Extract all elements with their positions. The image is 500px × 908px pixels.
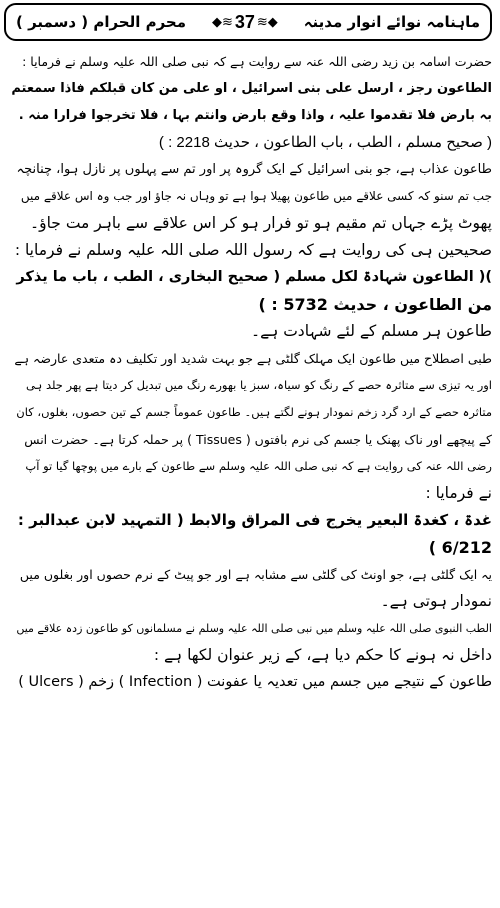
hadith-reference: ( صحیح مسلم ، الطب ، باب الطاعون ، حدیث 2218 : ): [158, 134, 492, 151]
text-line: اور یہ تیزی سے متاثرہ حصے کے رنگ کو سیاہ، سبز یا بھورے رنگ میں تبدیل کر دیتا ہے پھر جلد ہی: [25, 378, 492, 392]
ornament-right-icon: ≋◆: [256, 14, 278, 30]
text-line: یہ ایک گلٹی ہے، جو اونٹ کی گلٹی سے مشابہ ہے اور جو پیٹ کے نرم حصوں اور بغلوں میں: [19, 567, 492, 582]
hadith-arabic-line: بہ بارض فلا تقدموا علیہ ، واذا وقع بارض وانتم بہا ، فلا تخرجوا فرارا منہ .: [18, 108, 492, 123]
ornament-left-icon: ◆≋: [211, 14, 233, 30]
article-body: [8, 48, 492, 696]
page-header: [4, 3, 492, 41]
text-line: الطب النبوی صلی اللہ علیہ وسلم میں نبی صلی اللہ علیہ وسلم نے مسلمانوں کو طاعون زدہ علاقے میں: [16, 622, 492, 635]
text-line: نے فرمایا :: [425, 484, 492, 502]
text-line: جب تم سنو کہ کسی علاقے میں طاعون پھیلا ہوا ہے تو وہاں نہ جاؤ اور جب وہ اس علاقے میں: [20, 189, 492, 203]
hadith-reference: من الطاعون ، حدیث 5732 : ): [258, 295, 492, 314]
magazine-title: ماہنامہ نوائے انوار مدینہ: [303, 13, 480, 31]
page-number: 37: [234, 11, 255, 32]
text-line: حضرت اسامہ بن زید رضی اللہ عنہ سے روایت ہے کہ نبی صلی اللہ علیہ وسلم نے فرمایا :: [22, 54, 492, 69]
text-line: داخل نہ ہونے کا حکم دیا ہے، کے زیر عنوان لکھا ہے :: [153, 646, 492, 664]
text-line: نمودار ہوتی ہے۔: [380, 592, 492, 610]
text-line: طاعون ہر مسلم کے لئے شہادت ہے۔: [251, 322, 492, 340]
text-line: رضی اللہ عنہ کی روایت ہے کہ نبی صلی اللہ علیہ وسلم سے طاعون کے بارے میں پوچھا گیا تو آپ: [25, 459, 492, 473]
text-line: طاعون عذاب ہے، جو بنی اسرائیل کے ایک گروہ پر اور تم سے پہلوں پر نازل ہوا، چنانچہ: [16, 162, 492, 177]
page-number-block: [212, 12, 278, 33]
hadith-arabic-line: الطاعون رجز ، ارسل علی بنی اسرائیل ، او علی من کان قبلکم فاذا سمعتم: [11, 81, 492, 96]
text-line: طاعون کے نتیجے میں جسم میں تعدیہ یا عفونت ( Infection ) زخم ( Ulcers ): [18, 674, 492, 690]
hadith-arabic-line: )( الطاعون شہادۃ لکل مسلم ( صحیح البخاری ، الطب ، باب ما یذکر: [16, 269, 492, 285]
hadith-arabic-line: غدۃ ، کغدۃ البعیر یخرج فی المراق والابط ( التمہید لابن عبدالبر :: [17, 511, 492, 529]
issue-date: محرم الحرام ( دسمبر ): [16, 13, 187, 31]
text-line: صحیحین ہی کی روایت ہے کہ رسول اللہ صلی اللہ علیہ وسلم نے فرمایا :: [14, 241, 492, 259]
text-line: پھوٹ پڑے جہاں تم مقیم ہو تو فرار ہو کر اس علاقے سے باہر مت جاؤ۔: [30, 214, 492, 232]
text-line: طبی اصطلاح میں طاعون ایک مہلک گلٹی ہے جو بہت شدید اور تکلیف دہ متعدی عارضہ ہے: [14, 351, 492, 366]
text-line: کے پیچھے اور ناک پھنک یا جسم کی نرم بافتوں ( Tissues ) پر حملہ کرتا ہے۔ حضرت انس: [24, 432, 492, 447]
hadith-reference: 6/212 ): [428, 538, 492, 557]
text-line: متاثرہ حصے کے ارد گرد زخم نمودار ہونے لگتے ہیں۔ طاعون عموماً جسم کے تین حصوں، بغلوں، کان: [16, 405, 492, 419]
